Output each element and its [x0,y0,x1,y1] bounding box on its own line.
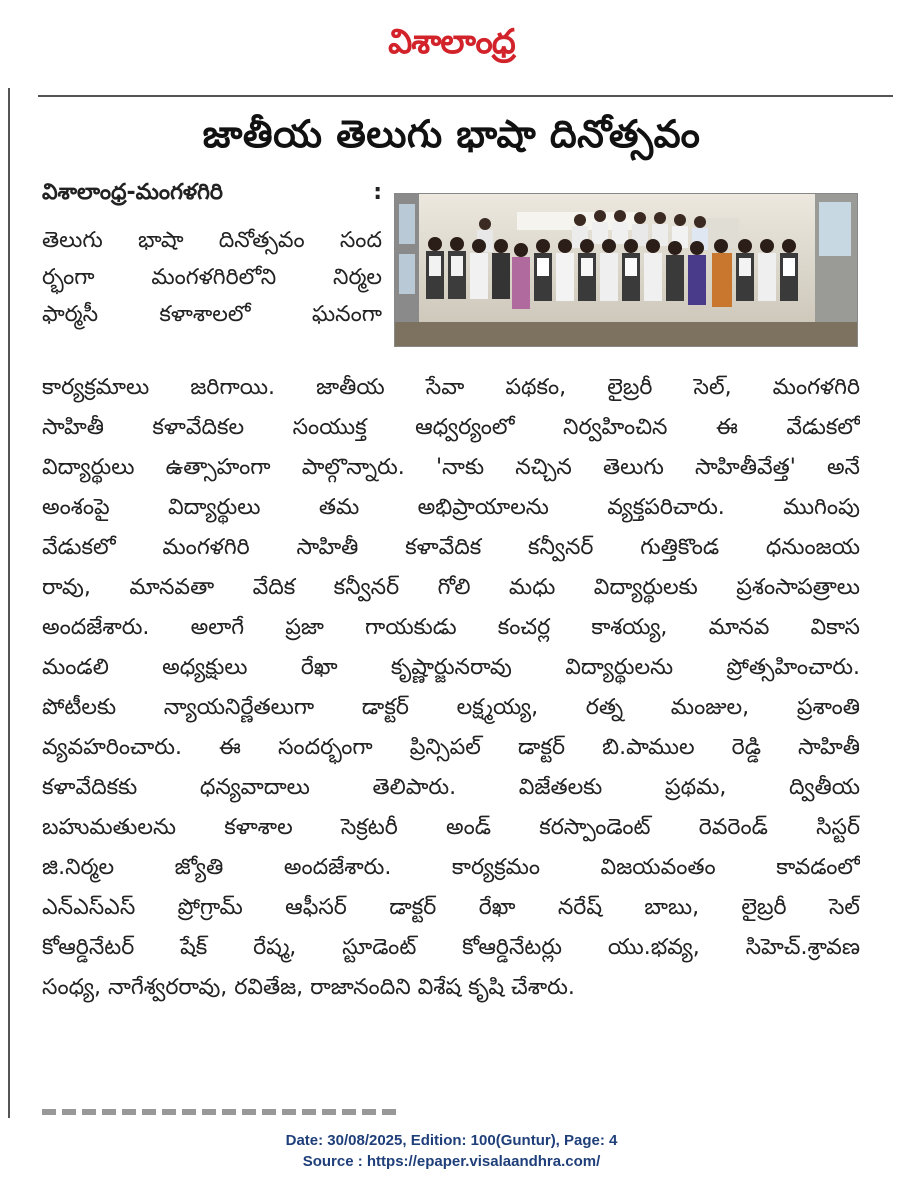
dateline-text: విశాలాంధ్ర-మంగళగిరి [42,180,223,205]
body-line: రావు, మానవతా వేదిక కన్వీనర్ గోలి మధు విద్యార్థులకు ప్రశంసాపత్రాలు [42,575,860,600]
body-line: వేడుకలో మంగళగిరి సాహితీ కళావేదిక కన్వీనర్ గుత్తికొండ ధనుంజయ [42,535,860,560]
next-article-cutoff [42,1103,442,1117]
body-line: ఎన్ఎస్ఎస్ ప్రోగ్రామ్ ఆఫీసర్ డాక్టర్ రేఖా నరేష్ బాబు, లైబ్రరీ సెల్ [42,895,860,920]
intro-line: తెలుగు భాషా దినోత్సవం సంద [42,228,382,253]
dateline-separator: : [373,180,382,205]
body-line: అంశంపై విద్యార్థులు తమ అభిప్రాయాలను వ్యక్తపరిచారు. ముగింపు [42,495,860,520]
body-line: సంధ్య, నాగేశ్వరరావు, రవితేజ, రాజానందిని విశేష కృషి చేశారు. [42,975,575,1000]
article-dateline [42,180,382,210]
masthead-logo: విశాలాంధ్ర [388,22,515,62]
page-footer [0,1130,903,1172]
body-line: వ్యవహరించారు. ఈ సందర్భంగా ప్రిన్సిపల్ డాక్టర్ బి.పాముల రెడ్డి సాహితీ [42,735,860,760]
body-line: పోటీలకు న్యాయనిర్ణేతలుగా డాక్టర్ లక్ష్మయ్య, రత్న మంజుల, ప్రశాంతి [42,695,860,720]
body-line: విద్యార్థులు ఉత్సాహంగా పాల్గొన్నారు. 'నాకు నచ్చిన తెలుగు సాహితీవేత్త' అనే [42,455,860,480]
body-line: సాహితీ కళావేదికల సంయుక్త ఆధ్వర్యంలో నిర్వహించిన ఈ వేడుకలో [42,415,860,440]
article-intro [42,222,382,333]
intro-line: ఫార్మసీ కళాశాలలో ఘనంగా [42,302,382,327]
body-line: కళావేదికకు ధన్యవాదాలు తెలిపారు. విజేతలకు ప్రథమ, ద్వితీయ [42,775,860,800]
footer-source-link[interactable]: Source : https://epaper.visalaandhra.com/ [302,1153,601,1170]
body-line: బహుమతులను కళాశాల సెక్రటరీ అండ్ కరస్పాండెంట్ రెవరెండ్ సిస్టర్ [42,815,860,840]
body-line: జి.నిర్మల జ్యోతి అందజేశారు. కార్యక్రమం విజయవంతం కావడంలో [42,855,860,880]
body-line: కోఆర్డినేటర్ షేక్ రేష్మ, స్టూడెంట్ కోఆర్డినేటర్లు యు.భవ్య, సిహెచ్.శ్రావణ [42,935,860,960]
body-line: మండలి అధ్యక్షులు రేఖా కృష్ణార్జునరావు విద్యార్థులను ప్రోత్సహించారు. [42,655,860,680]
footer-edition-info: Date: 30/08/2025, Edition: 100(Guntur), Page: 4 [285,1132,618,1149]
article-body [42,368,860,1008]
group-photo-image [395,194,857,346]
intro-line: ర్భంగా మంగళగిరిలోని నిర్మల [42,265,382,290]
body-line: అందజేశారు. అలాగే ప్రజా గాయకుడు కంచర్ల కాశయ్య, మానవ వికాస [42,615,860,640]
column-rule-top [38,95,893,97]
article-photo [394,193,858,347]
column-rule-left [8,88,10,1118]
article-headline: జాతీయ తెలుగు భాషా దినోత్సవం [202,112,701,156]
body-line: కార్యక్రమాలు జరిగాయి. జాతీయ సేవా పథకం, లైబ్రరీ సెల్, మంగళగిరి [42,375,860,400]
